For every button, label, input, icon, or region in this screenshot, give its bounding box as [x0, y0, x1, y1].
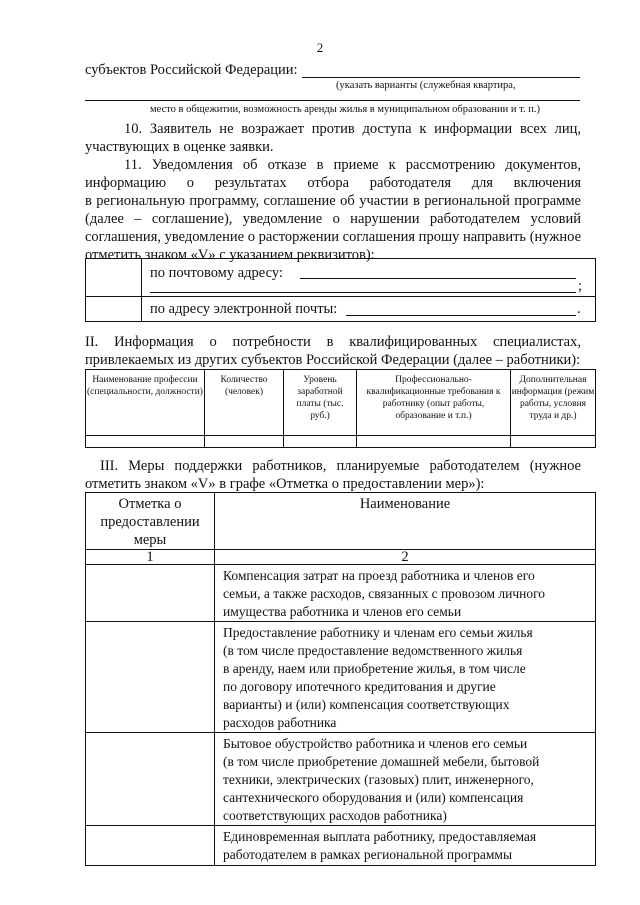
workers-col-requirements: Профессионально-квалификационные требования к работнику (опыт работы, образование и т.п.)	[357, 370, 511, 436]
measures-col2-header: Наименование	[215, 493, 596, 550]
item11-line4: (далее – соглашение), уведомление о нарушении работодателем условий	[85, 211, 581, 227]
workers-table	[85, 369, 596, 448]
email-end: .	[577, 301, 581, 317]
workers-empty-row	[86, 436, 596, 448]
postal-underline-1	[300, 278, 576, 279]
notify-table	[85, 258, 596, 322]
measure-name-cell: Компенсация затрат на проезд работника и членов его семьи, а также расходов, связанных с провозом личного имущества работника и членов его семьи	[215, 565, 596, 622]
variants-hint: (указать варианты (служебная квартира,	[336, 80, 516, 91]
item11-line5: соглашения, уведомление о расторжении соглашения прошу направить (нужное	[85, 229, 581, 245]
section3-line2: отметить знаком «V» в графе «Отметка о предоставлении мер»):	[85, 476, 485, 492]
measure-name-cell: Бытовое обустройство работника и членов его семьи (в том числе приобретение домашней мебели, бытовой техники, электрических (газовых) плит, инженерного, сантехнического оборудования и (или) компенсация соответствующих расходов работника)	[215, 733, 596, 826]
page-number: 2	[316, 40, 324, 55]
postal-underline-2	[150, 292, 576, 293]
measure-row	[86, 622, 596, 733]
measure-name-cell: Предоставление работнику и членам его семьи жилья (в том числе предоставление ведомственного жилья в аренду, наем или приобретение жилья, в том числе по договору ипотечного кредитования и другие варианты) и (или) компенсация соответствующих расходов работника	[215, 622, 596, 733]
workers-col-additional: Дополнительная информация (режим работы, условия труда и др.)	[511, 370, 596, 436]
postal-end: ;	[578, 278, 583, 294]
section3-line1: III. Меры поддержки работников, планируемые работодателем (нужное	[100, 458, 581, 474]
workers-col-salary: Уровень заработной платы (тыс. руб.)	[284, 370, 357, 436]
subjects-label: субъектов Российской Федерации:	[85, 62, 298, 78]
measure-mark-cell[interactable]	[86, 565, 215, 622]
variants-underline	[85, 100, 580, 101]
email-checkbox-cell[interactable]	[86, 297, 142, 322]
measures-col1-header: Отметка о предоставлении меры	[86, 493, 215, 550]
email-label: по адресу электронной почты:	[150, 301, 338, 317]
measure-mark-cell[interactable]	[86, 733, 215, 826]
item10-line1: 10. Заявитель не возражает против доступа к информации всех лиц,	[124, 121, 581, 137]
subjects-underline	[302, 77, 580, 78]
measures-table	[85, 492, 596, 866]
measure-row	[86, 826, 596, 866]
postal-checkbox-cell[interactable]	[86, 259, 142, 297]
email-underline	[346, 315, 576, 316]
item11-line1: 11. Уведомления об отказе в приеме к рассмотрению документов,	[124, 157, 581, 173]
measures-col1-num: 1	[86, 550, 215, 565]
measure-row	[86, 733, 596, 826]
measure-row	[86, 565, 596, 622]
measure-mark-cell[interactable]	[86, 826, 215, 866]
section2-line1: II. Информация о потребности в квалифицированных специалистах,	[85, 334, 581, 350]
variants-hint-2: место в общежитии, возможность аренды жилья в муниципальном образовании и т. п.)	[150, 104, 540, 115]
item11-line2: информацию о результатах отбора работодателя для включения	[85, 175, 581, 191]
item10-line2: участвующих в оценке заявки.	[85, 139, 274, 155]
measure-mark-cell[interactable]	[86, 622, 215, 733]
measures-col2-num: 2	[215, 550, 596, 565]
postal-label: по почтовому адресу:	[150, 265, 283, 281]
item11-line6: отметить знаком «V» с указанием реквизитов):	[85, 247, 375, 263]
workers-col-count: Количество (человек)	[205, 370, 284, 436]
workers-col-profession: Наименование профессии (специальности, должности)	[86, 370, 205, 436]
measure-name-cell: Единовременная выплата работнику, предоставляемая работодателем в рамках региональной программы	[215, 826, 596, 866]
item11-line3: в региональную программу, соглашение об участии в региональной программе	[85, 193, 581, 209]
section2-line2: привлекаемых из других субъектов Российской Федерации (далее – работники):	[85, 352, 581, 368]
